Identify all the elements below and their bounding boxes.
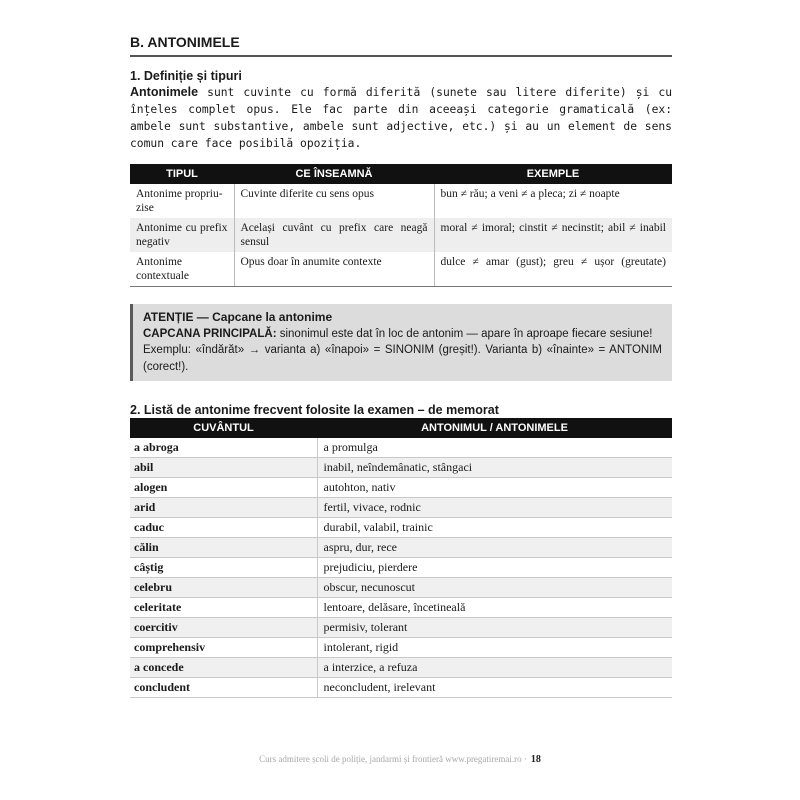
- callout-title: ATENȚIE — Capcane la antonime: [143, 310, 333, 324]
- antonym-cell: fertil, vivace, rodnic: [317, 498, 672, 518]
- types-table: [130, 164, 672, 287]
- table-row: [130, 578, 672, 598]
- antonym-cell: permisiv, tolerant: [317, 618, 672, 638]
- types-header-examples: EXEMPLE: [434, 164, 672, 184]
- page-number: 18: [530, 754, 541, 765]
- meaning-cell: Cuvinte diferite cu sens opus: [234, 184, 434, 218]
- types-row: [130, 252, 672, 287]
- word-cell: caduc: [130, 518, 317, 538]
- types-row: [130, 218, 672, 252]
- definition-text: sunt cuvinte cu formă diferită (sunete sau litere diferite) și cu înțeles complet opus. Ele fac parte din aceeași categorie gramaticală (ex: ambele sunt substantive, ambele sunt adjective, etc.) și au un element de sens comun care face posibilă opoziția.: [130, 86, 672, 150]
- antonym-cell: intolerant, rigid: [317, 638, 672, 658]
- type-cell: Antonime contextuale: [130, 252, 234, 287]
- table-row: [130, 638, 672, 658]
- document-page: [130, 30, 672, 698]
- table-row: [130, 678, 672, 698]
- table-row: [130, 478, 672, 498]
- meaning-cell: Opus doar în anumite contexte: [234, 252, 434, 287]
- table-row: [130, 618, 672, 638]
- word-cell: a concede: [130, 658, 317, 678]
- types-row: [130, 184, 672, 218]
- word-cell: comprehensiv: [130, 638, 317, 658]
- table-row: [130, 438, 672, 458]
- antonyms-header-row: [130, 418, 672, 438]
- antonym-cell: a interzice, a refuza: [317, 658, 672, 678]
- warning-callout: [130, 304, 672, 381]
- word-cell: a abroga: [130, 438, 317, 458]
- types-header-meaning: CE ÎNSEAMNĂ: [234, 164, 434, 184]
- word-cell: celeritate: [130, 598, 317, 618]
- type-cell: Antonime cu prefix negativ: [130, 218, 234, 252]
- callout-lead: CAPCANA PRINCIPALĂ:: [143, 327, 277, 340]
- meaning-cell: Același cuvânt cu prefix care neagă sensul: [234, 218, 434, 252]
- antonyms-table: [130, 418, 672, 698]
- table-row: [130, 538, 672, 558]
- callout-main-trap: [143, 326, 662, 343]
- antonym-cell: obscur, necunoscut: [317, 578, 672, 598]
- table-row: [130, 658, 672, 678]
- footer-text: Curs admitere școli de poliție, jandarmi și frontieră www.pregatiremai.ro ·: [259, 754, 527, 764]
- antonym-cell: a promulga: [317, 438, 672, 458]
- definition-paragraph: [130, 84, 672, 152]
- header-word: CUVÂNTUL: [130, 418, 317, 438]
- table-row: [130, 558, 672, 578]
- types-header-row: [130, 164, 672, 184]
- word-cell: călin: [130, 538, 317, 558]
- word-cell: coercitiv: [130, 618, 317, 638]
- table-row: [130, 518, 672, 538]
- page-footer: [0, 754, 800, 765]
- callout-line1: sinonimul este dat în loc de antonim — apare în aproape fiecare sesiune!: [276, 327, 653, 340]
- callout-example: Exemplu: «îndărăt» → varianta a) «înapoi» = SINONIM (greșit!). Varianta b) «înainte» = ANTONIM (corect!).: [143, 344, 662, 373]
- word-cell: câștig: [130, 558, 317, 578]
- antonym-cell: aspru, dur, rece: [317, 538, 672, 558]
- list-title: 2. Listă de antonime frecvent folosite la examen – de memorat: [130, 403, 499, 417]
- antonym-cell: prejudiciu, pierdere: [317, 558, 672, 578]
- antonym-cell: neconcludent, irelevant: [317, 678, 672, 698]
- header-antonyms: ANTONIMUL / ANTONIMELE: [317, 418, 672, 438]
- definition-title: 1. Definiție și tipuri: [130, 69, 242, 83]
- section-title: B. ANTONIMELE: [130, 34, 672, 57]
- antonym-cell: durabil, valabil, trainic: [317, 518, 672, 538]
- definition-term: Antonimele: [130, 85, 199, 99]
- types-header-type: TIPUL: [130, 164, 234, 184]
- table-row: [130, 598, 672, 618]
- examples-cell: dulce ≠ amar (gust); greu ≠ ușor (greutate): [434, 252, 672, 287]
- type-cell: Antonime propriu-zise: [130, 184, 234, 218]
- word-cell: alogen: [130, 478, 317, 498]
- examples-cell: bun ≠ rău; a veni ≠ a pleca; zi ≠ noapte: [434, 184, 672, 218]
- antonym-cell: inabil, neîndemânatic, stângaci: [317, 458, 672, 478]
- antonym-cell: lentoare, delăsare, încetineală: [317, 598, 672, 618]
- word-cell: abil: [130, 458, 317, 478]
- word-cell: arid: [130, 498, 317, 518]
- table-row: [130, 458, 672, 478]
- antonym-cell: autohton, nativ: [317, 478, 672, 498]
- examples-cell: moral ≠ imoral; cinstit ≠ necinstit; abil ≠ inabil: [434, 218, 672, 252]
- table-row: [130, 498, 672, 518]
- word-cell: concludent: [130, 678, 317, 698]
- word-cell: celebru: [130, 578, 317, 598]
